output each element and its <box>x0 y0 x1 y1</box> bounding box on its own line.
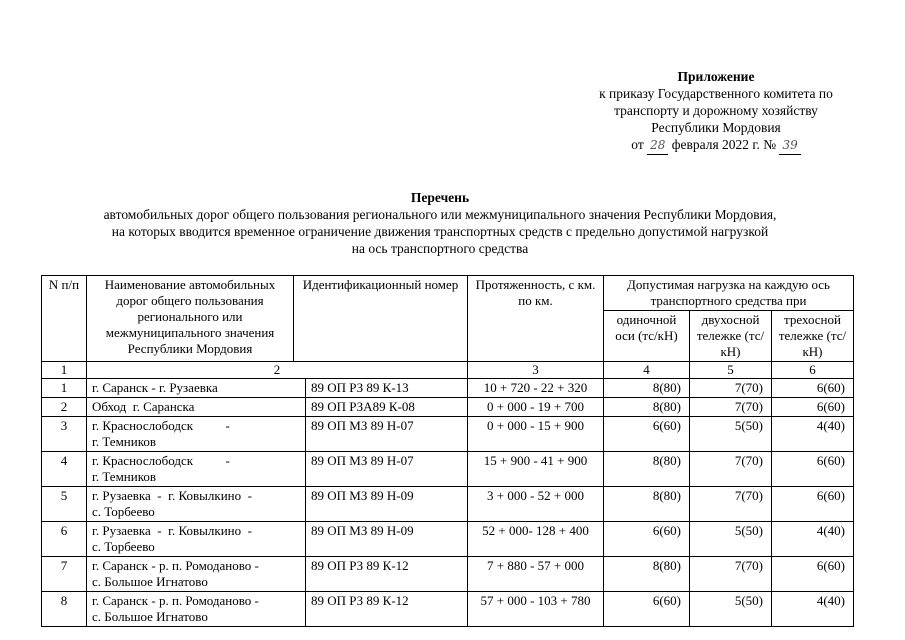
road-name <box>87 417 306 452</box>
index-cell: 4 <box>604 362 690 379</box>
single-axle-load: 6(60) <box>604 592 690 627</box>
triple-axle-load: 6(60) <box>772 557 854 592</box>
road-name-line-1: Обход г. Саранска <box>92 399 195 414</box>
triple-axle-load: 6(60) <box>772 452 854 487</box>
road-identifier: 89 ОП МЗ 89 Н-07 <box>306 417 468 452</box>
double-axle-load: 5(50) <box>690 522 772 557</box>
road-name-line-1: г. Рузаевка - г. Ковылкино - <box>92 488 252 503</box>
index-cell: 5 <box>690 362 772 379</box>
road-name-line-1: г. Краснослободск - <box>92 418 230 433</box>
appendix-line-1: к приказу Государственного комитета по <box>599 86 833 101</box>
double-axle-load: 5(50) <box>690 417 772 452</box>
road-identifier: 89 ОП МЗ 89 Н-09 <box>306 522 468 557</box>
header-length: Протяженность, с км. по км. <box>468 276 604 362</box>
header-triple-axle: трехосной тележке (тс/кН) <box>772 311 854 362</box>
road-name-line-1: г. Рузаевка - г. Ковылкино - <box>92 523 252 538</box>
road-name <box>87 487 306 522</box>
date-day-handwritten: 28 <box>647 137 668 155</box>
road-name <box>87 522 306 557</box>
road-length: 7 + 880 - 57 + 000 <box>468 557 604 592</box>
header-double-axle: двухосной тележке (тс/кН) <box>690 311 772 362</box>
triple-axle-load: 6(60) <box>772 398 854 417</box>
road-name-line-1: г. Саранск - р. п. Ромоданово - <box>92 593 259 608</box>
header-num: N п/п <box>42 276 87 362</box>
road-length: 52 + 000- 128 + 400 <box>468 522 604 557</box>
row-number: 7 <box>42 557 87 592</box>
row-number: 4 <box>42 452 87 487</box>
header-single-axle: одиночной оси (тс/кН) <box>604 311 690 362</box>
road-identifier: 89 ОП РЗ 89 К-12 <box>306 592 468 627</box>
table-row <box>42 452 854 487</box>
single-axle-load: 8(80) <box>604 557 690 592</box>
table-row <box>42 417 854 452</box>
date-rest: февраля 2022 г. № <box>671 137 777 152</box>
header-axle-load: Допустимая нагрузка на каждую ось транспортного средства при <box>604 276 854 311</box>
road-length: 10 + 720 - 22 + 320 <box>468 379 604 398</box>
road-length: 15 + 900 - 41 + 900 <box>468 452 604 487</box>
appendix-date-line <box>560 136 872 155</box>
road-name-line-2: г. Темников <box>92 469 157 484</box>
road-name-line-2: с. Торбеево <box>92 539 155 554</box>
row-number: 1 <box>42 379 87 398</box>
index-cell: 2 <box>87 362 468 379</box>
double-axle-load: 7(70) <box>690 452 772 487</box>
table-body <box>42 379 854 627</box>
appendix-title: Приложение <box>677 69 755 84</box>
road-name-line-2: с. Торбеево <box>92 504 155 519</box>
heading-title: Перечень <box>410 190 470 205</box>
table-row <box>42 557 854 592</box>
header-identifier: Идентификационный номер <box>294 276 468 362</box>
single-axle-load: 8(80) <box>604 452 690 487</box>
road-name <box>87 557 306 592</box>
road-name-line-2: с. Большое Игнатово <box>92 574 208 589</box>
road-length: 57 + 000 - 103 + 780 <box>468 592 604 627</box>
double-axle-load: 7(70) <box>690 379 772 398</box>
column-index-row <box>42 362 854 379</box>
road-name-line-1: г. Краснослободск - <box>92 453 230 468</box>
document-heading <box>40 189 840 257</box>
table-row <box>42 398 854 417</box>
road-name <box>87 452 306 487</box>
single-axle-load: 8(80) <box>604 379 690 398</box>
double-axle-load: 7(70) <box>690 557 772 592</box>
table-row <box>42 379 854 398</box>
heading-line-3: на ось транспортного средства <box>351 241 529 256</box>
road-identifier: 89 ОП РЗА89 К-08 <box>306 398 468 417</box>
single-axle-load: 6(60) <box>604 417 690 452</box>
double-axle-load: 7(70) <box>690 398 772 417</box>
row-number: 3 <box>42 417 87 452</box>
road-name-line-2: с. Большое Игнатово <box>92 609 208 624</box>
double-axle-load: 5(50) <box>690 592 772 627</box>
triple-axle-load: 4(40) <box>772 592 854 627</box>
index-cell: 6 <box>772 362 854 379</box>
index-cell: 1 <box>42 362 87 379</box>
road-length: 0 + 000 - 19 + 700 <box>468 398 604 417</box>
road-name-line-2: г. Темников <box>92 434 157 449</box>
road-identifier: 89 ОП РЗ 89 К-12 <box>306 557 468 592</box>
row-number: 2 <box>42 398 87 417</box>
road-name <box>87 379 306 398</box>
table-row <box>42 522 854 557</box>
single-axle-load: 8(80) <box>604 487 690 522</box>
single-axle-load: 8(80) <box>604 398 690 417</box>
header-road-name: Наименование автомобильных дорог общего пользования регионального или межмуниципального значения Республики Мордовия <box>87 276 294 362</box>
order-number-handwritten: 39 <box>779 137 800 155</box>
triple-axle-load: 4(40) <box>772 522 854 557</box>
road-identifier: 89 ОП МЗ 89 Н-09 <box>306 487 468 522</box>
table-row <box>42 487 854 522</box>
date-prefix: от <box>631 137 644 152</box>
double-axle-load: 7(70) <box>690 487 772 522</box>
road-name-line-1: г. Саранск - г. Рузаевка <box>92 380 218 395</box>
road-length: 0 + 000 - 15 + 900 <box>468 417 604 452</box>
heading-line-2: на которых вводится временное ограничение движения транспортных средств с предельно допустимой нагрузкой <box>111 224 769 239</box>
heading-line-1: автомобильных дорог общего пользования регионального или межмуниципального значения Республики Мордовия, <box>103 207 777 222</box>
road-name <box>87 398 306 417</box>
appendix-line-2: транспорту и дорожному хозяйству <box>614 103 818 118</box>
appendix-line-3: Республики Мордовия <box>651 120 781 135</box>
row-number: 6 <box>42 522 87 557</box>
triple-axle-load: 6(60) <box>772 487 854 522</box>
road-name-line-1: г. Саранск - р. п. Ромоданово - <box>92 558 259 573</box>
appendix-block <box>560 68 872 155</box>
row-number: 8 <box>42 592 87 627</box>
triple-axle-load: 4(40) <box>772 417 854 452</box>
row-number: 5 <box>42 487 87 522</box>
table-row <box>42 592 854 627</box>
single-axle-load: 6(60) <box>604 522 690 557</box>
triple-axle-load: 6(60) <box>772 379 854 398</box>
road-length: 3 + 000 - 52 + 000 <box>468 487 604 522</box>
roads-table <box>41 275 854 627</box>
road-name <box>87 592 306 627</box>
road-identifier: 89 ОП РЗ 89 К-13 <box>306 379 468 398</box>
road-identifier: 89 ОП МЗ 89 Н-07 <box>306 452 468 487</box>
index-cell: 3 <box>468 362 604 379</box>
